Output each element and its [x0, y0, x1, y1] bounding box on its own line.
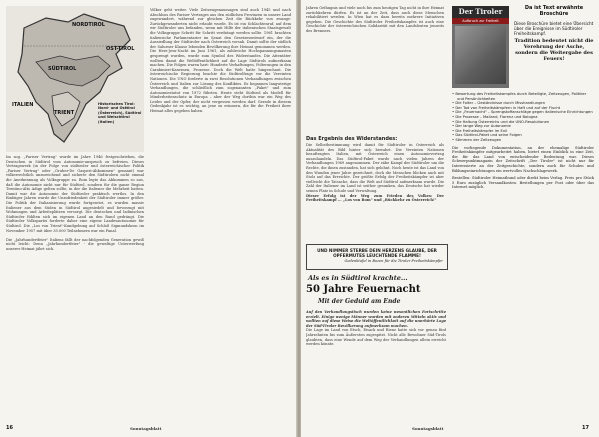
- article-lead: [306, 310, 446, 422]
- bullet-item: • Die Prozesse – Mailand, Florenz und Bologna: [452, 114, 538, 119]
- left-column-1: [6, 155, 144, 423]
- sidebar-heading: Da ist Text erwähnte Broschüre: [524, 5, 584, 17]
- brochure-contents-list: [452, 92, 594, 190]
- sidebar-motto: Tradition bedeutet nicht die Verehrung der Asche, sondern die Weitergabe des Feuers!: [514, 38, 594, 62]
- sidebar-description: Diese Broschüre bietet eine Übersicht über die Ereignisse im Südtiroler Freiheitskampf.: [514, 21, 594, 37]
- bullet-item: • Stimmen der Zeitzeugen: [452, 137, 502, 142]
- bullet-item: • Die Freiheitskämpfer im Exil: [452, 128, 508, 133]
- magazine-cover: [452, 6, 509, 88]
- right-column-1-top: [306, 6, 444, 134]
- left-column-2: [150, 8, 291, 423]
- right-column-1-middle: [306, 143, 444, 239]
- subheading-ergebnis: Das Ergebnis des Widerstandes:: [306, 136, 398, 142]
- page-number-right: 17: [582, 425, 589, 431]
- article-kicker: Als es in Südtirol krachte...: [308, 274, 408, 282]
- bullet-item: • Die „Feuernacht" – Sprengstoffanschläge gegen italienische Einrichtungen: [452, 110, 593, 115]
- map-label-nordtirol: NORDTIROL: [72, 22, 105, 28]
- article-lead-intro: Auf den Verhandlungstisch wurden keine wesentlichen Fortschritte erzielt. Einige wenige Männer wurden mit anderen Mitteln aktiv und wollten auf diese Weise die Weltöffentlichkeit auf die unerhörte Lage der Süd-Tiroler Bevölkerung aufmerksam machen.: [306, 310, 446, 328]
- magazine-title: Der Tiroler: [452, 6, 509, 18]
- left-page: [0, 0, 297, 437]
- map-label-trient: TRIENT: [54, 110, 75, 116]
- order-info: Bestellen: Südtiroler Heimatbund oder direkt beim Verlag. Preis pro Stück 5 Euro zuzüglich Versandkosten. Bestellungen per Post oder über das Internet möglich.: [452, 176, 594, 190]
- memorial-quote-box: [306, 244, 448, 270]
- bullet-item: • Bewertung des Freiheitskampfes durch Beteiligte, Zeitzeugen, Politiker und Persönlichkeiten: [452, 92, 587, 101]
- page-number-left: 16: [6, 425, 13, 431]
- magazine-cover-photo: [455, 26, 506, 84]
- memorial-quote: UND NIMMER STERBE DEIN HERZENS GLAUBE, DER OPFERMUTES LEUCHTENDE FLAMME!: [317, 248, 437, 258]
- magazine-subtitle: Aufbruch zur Freiheit: [452, 18, 509, 24]
- map-label-suedtirol: SÜDTIROL: [48, 66, 77, 72]
- footer-publication-right: Sonntagsblatt: [412, 426, 444, 431]
- article-headline: 50 Jahre Feuernacht: [306, 284, 421, 295]
- article-lead-body: Die Lage im Land von Etsch, Eisack und Rienz hatte sich vor genau fünf Jahrzehnten bis zum Äußersten zugespitzt. Nicht alle Bewohner Süd-Tirols glaubten, dass eine Wende auf dem Weg der Verhandlungen allein erreicht werden könnte.: [306, 328, 446, 347]
- right-column-1-text2: Die Selbstbestimmung wird damit für Südtiroler in Österreich als Aktualität des Bild hinter sich bewahrt. Die Vereinten Nationen beauftragten Italien, mit Österreich einen Autonomievertrag auszuhandeln. Das Südtirol-Paket wurde nach vielen Jahren der Verhandlungen 1969 angenommen. Der zähe Kampf der Südtiroler um die Rechte, die ihnen zustanden, hat sich gelohnt. Noch heute ist das Land von den Wunden jener Jahre gezeichnet, doch die Menschen blicken auch mit Stolz auf das Erreichte. Der größte Erfolg der Freiheitskämpfer ist aber vielleicht die Tatsache, dass die Welt auf Südtirol aufmerksam wurde. Die Zahl der Italiener im Land ist seither gesunken, das Deutsche hat wieder seinen Platz in Schule und Verwaltung.: [306, 143, 444, 193]
- article-subheadline: Mit der Geduld am Ende: [318, 298, 401, 305]
- left-column-1-text: Im sog. „Pariser Vertrag" wurde im Jahre 1946 festgeschrieben, die Deutschen in Südtirol vom Autonomie-anspruch zu befreien. Dieses Vertragswerk (in der Folge von südtiroler und österreichischer Politik „Pariser Vertrag" oder „Gruber-De Gasperi-Abkommen" genannt) war völkerrechtlich unzureichend und sicherte den Südtirolern nicht einmal die Anerkennung als Volksgruppe zu. Rom legte das Abkommen so aus, daß die Autonomie nicht nur für Südtirol, sondern für die ganze Region Trentino-Alto Adige gelten sollte, in der die Italiener die Mehrheit hatten. Damit war die Autonomie der Südtiroler praktisch wertlos. In den fünfziger Jahren wurde die Unzufriedenheit der Südtiroler immer größer. Die Politik der Italianisierung wurde fortgesetzt, es wurden massiv Italiener aus dem Süden in Südtirol angesiedelt und bevorzugt mit Wohnungen und Arbeitsplätzen versorgt. Die deutschen und ladinischen Südtiroler fühlten sich im eigenen Land an den Rand gedrängt. Die Südtiroler Volkspartei forderte daher eine eigene Landesautonomie für Südtirol. Die „Los von Trient"-Kundgebung auf Schloß Sigmundskron im November 1957 mit über 35.000 Teilnehmern war ein Fanal.: [6, 155, 144, 233]
- map-label-italien: ITALIEN: [12, 102, 34, 108]
- bullet-item: • Der lange Weg zur Autonomie: [452, 124, 511, 129]
- right-column-1-quote: Dieser Erfolg ist der Weg zum Frieden des Volkes: Der Freiheitskampf ... „Los von Rom" und „Rückkehr zu Österreich!": [306, 193, 444, 203]
- right-column-1-text: Jahren Gefängnis und viele noch bis zum heutigen Tag nicht in ihre Heimat zurückkehren dürfen. Es ist an der Zeit, dass auch diese Menschen rehabilitiert werden. In Wien hat es dazu bereits mehrere Initiativen gegeben. Die Geschichte des Südtiroler Freiheitskampfes ist auch eine Geschichte der österreichischen Solidarität mit den Landsleuten jenseits des Brenners.: [306, 6, 444, 33]
- left-column-1-subtext: Die „Jahrhundertfeier" Italiens fällt der nachfolgenden Generation gewiß nicht leicht: Denn „Jahrhundertfeier" - die gewaltige Unterwerfung unserer Heimat jährt sich.: [6, 237, 144, 251]
- historical-tirol-map: [6, 6, 144, 152]
- footer-publication-left: Sonntagsblatt: [130, 426, 162, 431]
- left-column-2-text: Völker geht weiter. Viele Zeitzeugenaussagen sind auch 1945 und nach Abschluss des Pariser Vertrages aus den südlichen Provinzen in unsere Land zugewandert, während zur gleichen Zeit die Rückkehr von zwangs-Zurückgewanderten nicht erlaubt wurde. Es ist ein Schlachtenruf, auf dem wir Südtiroler uns befanden, wenn mit Hilfe der italienischen Staatsgewalt die Volksgruppe Schritt für Schritt verdrängt werden sollte. 1961 brachten italienische Parlamentarier im Senat den Gesetzesentwurf ein, der die Aussiedlung der Südtiroler nach Österreich vorsah. Damit sollte der südlich der Salurner Klause lebenden Bevölkerung ihre Heimat genommen werden. Die Herz-Jesu-Nacht im Juni 1961, als zahlreiche Hochspannungsmasten gesprengt wurden, wurde zum Symbol des Widerstandes. Die Attentäter wollten damit die Weltöffentlichkeit auf die Lage Südtirols aufmerksam machen. Die Folgen waren hart: Hunderte Verhaftungen, Folterungen in den Carabinieri-Kasernen, Prozesse. Doch die Welt hatte hingeschaut. Die österreichische Regierung brachte die Südtirolfrage vor die Vereinten Nationen. Die UNO forderte in zwei Resolutionen Verhandlungen zwischen Österreich und Italien zur Lösung des Konfliktes. Es begannen langwierige Verhandlungen, die schließlich zum sogenannten „Paket" und zum Autonomiestatut von 1972 führten. Heute steht Südtirol als Modell für Minderheitenschutz in Europa – aber der Weg dorthin war ein Weg des Leides und der Opfer, der nicht vergessen werden darf. Gerade in diesem Gedenkjahr ist es wichtig, an jene zu erinnern, die für die Freiheit ihrer Heimat alles gegeben haben.: [150, 8, 291, 114]
- memorial-attribution: Gedenktafel in Bozen für die Tiroler Freiheitskämpfer: [344, 259, 443, 263]
- bullet-item: • Die Folter – Geständnisse durch Misshandlungen: [452, 101, 546, 106]
- brochure-description: Die vorliegende Dokumentation, an der ehemalige Südtiroler Freiheitskämpfer mitgearbeitet haben, bietet einen Einblick in eine Zeit, die für das Land von entscheidender Bedeutung war. Dieses Schwerpunktmagazin der Zeitschrift „Der Tiroler" ist nicht nur für Interessierte an der Zeitgeschichte, sondern auch für Schulen und Bildungseinrichtungen ein wertvolles Nachschlagewerk.: [452, 145, 594, 173]
- brochure-sidebar: [514, 6, 594, 62]
- bullet-item: • Der Tod von Freiheitskämpfern in Haft und auf der Flucht: [452, 105, 561, 110]
- map-caption: Historisches Tirol: Nord- und Osttirol (Österreich), Südtirol und Welschtirol (Italien): [98, 102, 142, 124]
- bullet-item: • Das Südtirol-Paket und seine Folgen: [452, 133, 522, 138]
- bullet-item: • Die Haltung Österreichs und die UNO-Resolutionen: [452, 119, 550, 124]
- map-label-osttirol: OST-TIROL: [106, 46, 135, 52]
